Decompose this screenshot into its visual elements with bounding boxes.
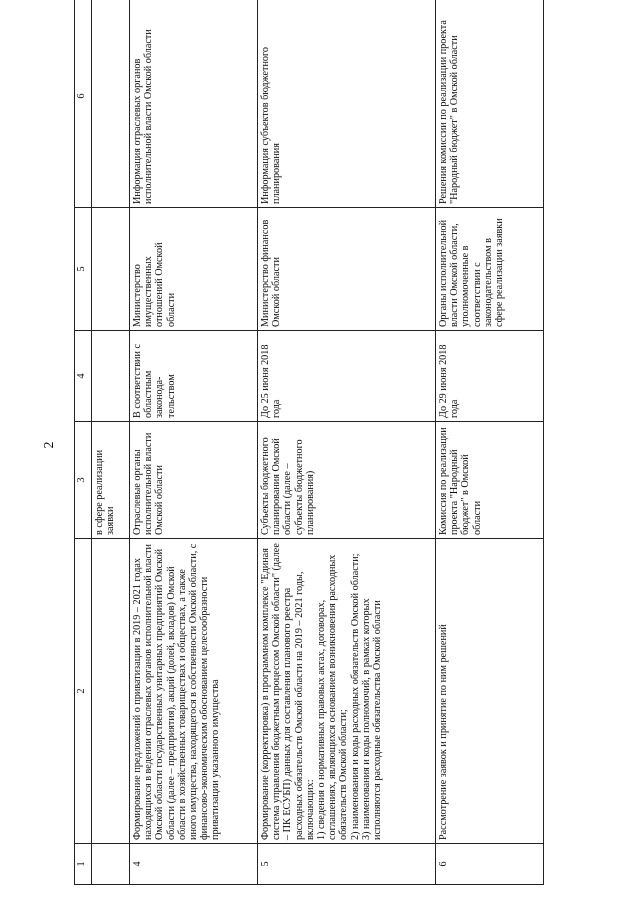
row-recipient: Министерство имущественных отношений Омской области <box>130 208 258 331</box>
carry-over-row <box>92 0 130 885</box>
row-number: 5 <box>258 844 436 885</box>
header-col-6: 6 <box>75 0 92 208</box>
page-number: 2 <box>42 441 57 449</box>
row-action: Формирование (корректировка) в программном комплексе "Единая система управления бюджетным процессом Омской области" (далее – ПК ЕСУБП) данных для составления планового реестра расходных обязательств Омской области на 2019 – 2021 годы, включающих: 1) сведения о нормативных правовых актах, договорах, соглашениях, являющихся основанием возникновения расходных обязательств Омской области; 2) наименования и коды расходных обязательств Омской области; 3) наименования и коды полномочий, в рамках которых исполняются расходные обязательства Омской области <box>258 539 436 844</box>
table-row <box>258 0 436 885</box>
row-action: Рассмотрение заявок и принятие по ним решений <box>436 539 544 844</box>
carry-cell-3: в сфере реализации заявки <box>92 422 130 539</box>
row-recipient: Органы исполнительной власти Омской области, уполномоченные в соответствии с законодательством в сфере реализации заявки <box>436 208 544 331</box>
table-row <box>436 0 544 885</box>
carry-cell-5 <box>92 208 130 331</box>
carry-cell-6 <box>92 0 130 208</box>
header-row <box>75 0 92 885</box>
plan-table <box>74 0 544 885</box>
row-number: 4 <box>130 844 258 885</box>
row-executors: Отраслевые органы исполнительной власти Омской области <box>130 422 258 539</box>
header-col-3: 3 <box>75 422 92 539</box>
row-recipient: Министерство финансов Омской области <box>258 208 436 331</box>
row-result: Решения комиссии по реализации проекта "Народный бюджет" в Омской области <box>436 0 544 208</box>
table-row <box>130 0 258 885</box>
carry-cell-1 <box>92 844 130 885</box>
header-col-1: 1 <box>75 844 92 885</box>
header-col-2: 2 <box>75 539 92 844</box>
row-number: 6 <box>436 844 544 885</box>
row-deadline: В соответствии с областным законода-тельством <box>130 331 258 422</box>
header-col-5: 5 <box>75 208 92 331</box>
header-col-4: 4 <box>75 331 92 422</box>
row-action: Формирование предложений о приватизации в 2019 – 2021 годах находящихся в ведении отраслевых органов исполнительной власти Омской области государственных унитарных предприятий Омской области (далее – предприятия), акций (долей, вкладов) Омской области в хозяйственных товариществах и обществах, а также иного имущества, находящегося в собственности Омской области, с финансово-экономическим обоснованием целесообразности приватизации указанного имущества <box>130 539 258 844</box>
rotated-page <box>74 15 574 885</box>
row-result: Информация отраслевых органов исполнительной власти Омской области <box>130 0 258 208</box>
row-executors: Субъекты бюджетного планирования Омской области (далее – субъекты бюджетного планирования) <box>258 422 436 539</box>
row-deadline: До 29 июня 2018 года <box>436 331 544 422</box>
row-deadline: До 25 июня 2018 года <box>258 331 436 422</box>
row-result: Информация субъектов бюджетного планирования <box>258 0 436 208</box>
row-executors: Комиссия по реализации проекта "Народный бюджет" в Омской области <box>436 422 544 539</box>
carry-cell-2 <box>92 539 130 844</box>
carry-cell-4 <box>92 331 130 422</box>
